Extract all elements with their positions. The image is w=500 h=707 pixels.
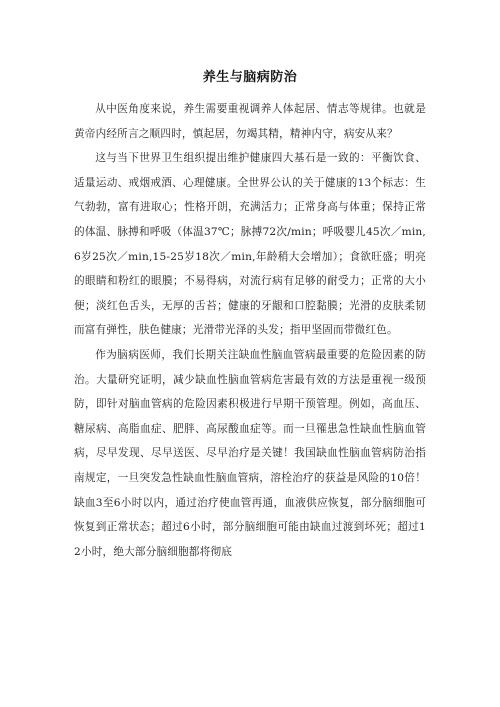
paragraph-3: 作为脑病医师，我们长期关注缺血性脑血管病最重要的危险因素的防治。大量研究证明，减少缺血性脑血管病危害最有效的方法是重视一级预防，即针对脑血管病的危险因素积极进行早期干预管理。例如，高血压、糖尿病、高脂血症、肥胖、高尿酸血症等。而一旦罹患急性缺血性脑血管病，尽早发现、尽早送医、尽早治疗是关键！我国缺血性脑血管病防治指南规定，一旦突发急性缺血性脑血管病，溶栓治疗的获益是风险的10倍！缺血3至6小时以内，通过治疗使血管再通，血液供应恢复，部分脑细胞可恢复到正常状态；超过6小时，部分脑细胞可能由缺血过渡到坏死；超过12小时，绝大部分脑细胞都将彻底 — [74, 348, 426, 558]
paragraph-2: 这与当下世界卫生组织提出维护健康四大基石是一致的：平衡饮食、适量运动、戒烟戒酒、心理健康。全世界公认的关于健康的13个标志：生气勃勃，富有进取心；性格开朗，充满活力；正常身高与体重；保持正常的体温、脉搏和呼吸（体温37℃；脉搏72次/min；呼吸婴儿45次／min,6岁25次／min,15-25岁18次／min,年龄稍大会增加）；食欲旺盛；明亮的眼睛和粉红的眼膜；不易得病，对流行病有足够的耐受力；正常的大小便；淡红色舌头，无厚的舌苔；健康的牙龈和口腔黏膜；光滑的皮肤柔韧而富有弹性，肤色健康；光滑带光泽的头发；指甲坚固而带微红色。 — [74, 152, 426, 337]
paragraph-1: 从中医角度来说，养生需要重视调养人体起居、情志等规律。也就是黄帝内经所言之顺四时，慎起居，勿竭其精，精神内守，病安从来？ — [74, 103, 426, 140]
document-title: 养生与脑病防治 — [202, 70, 298, 85]
